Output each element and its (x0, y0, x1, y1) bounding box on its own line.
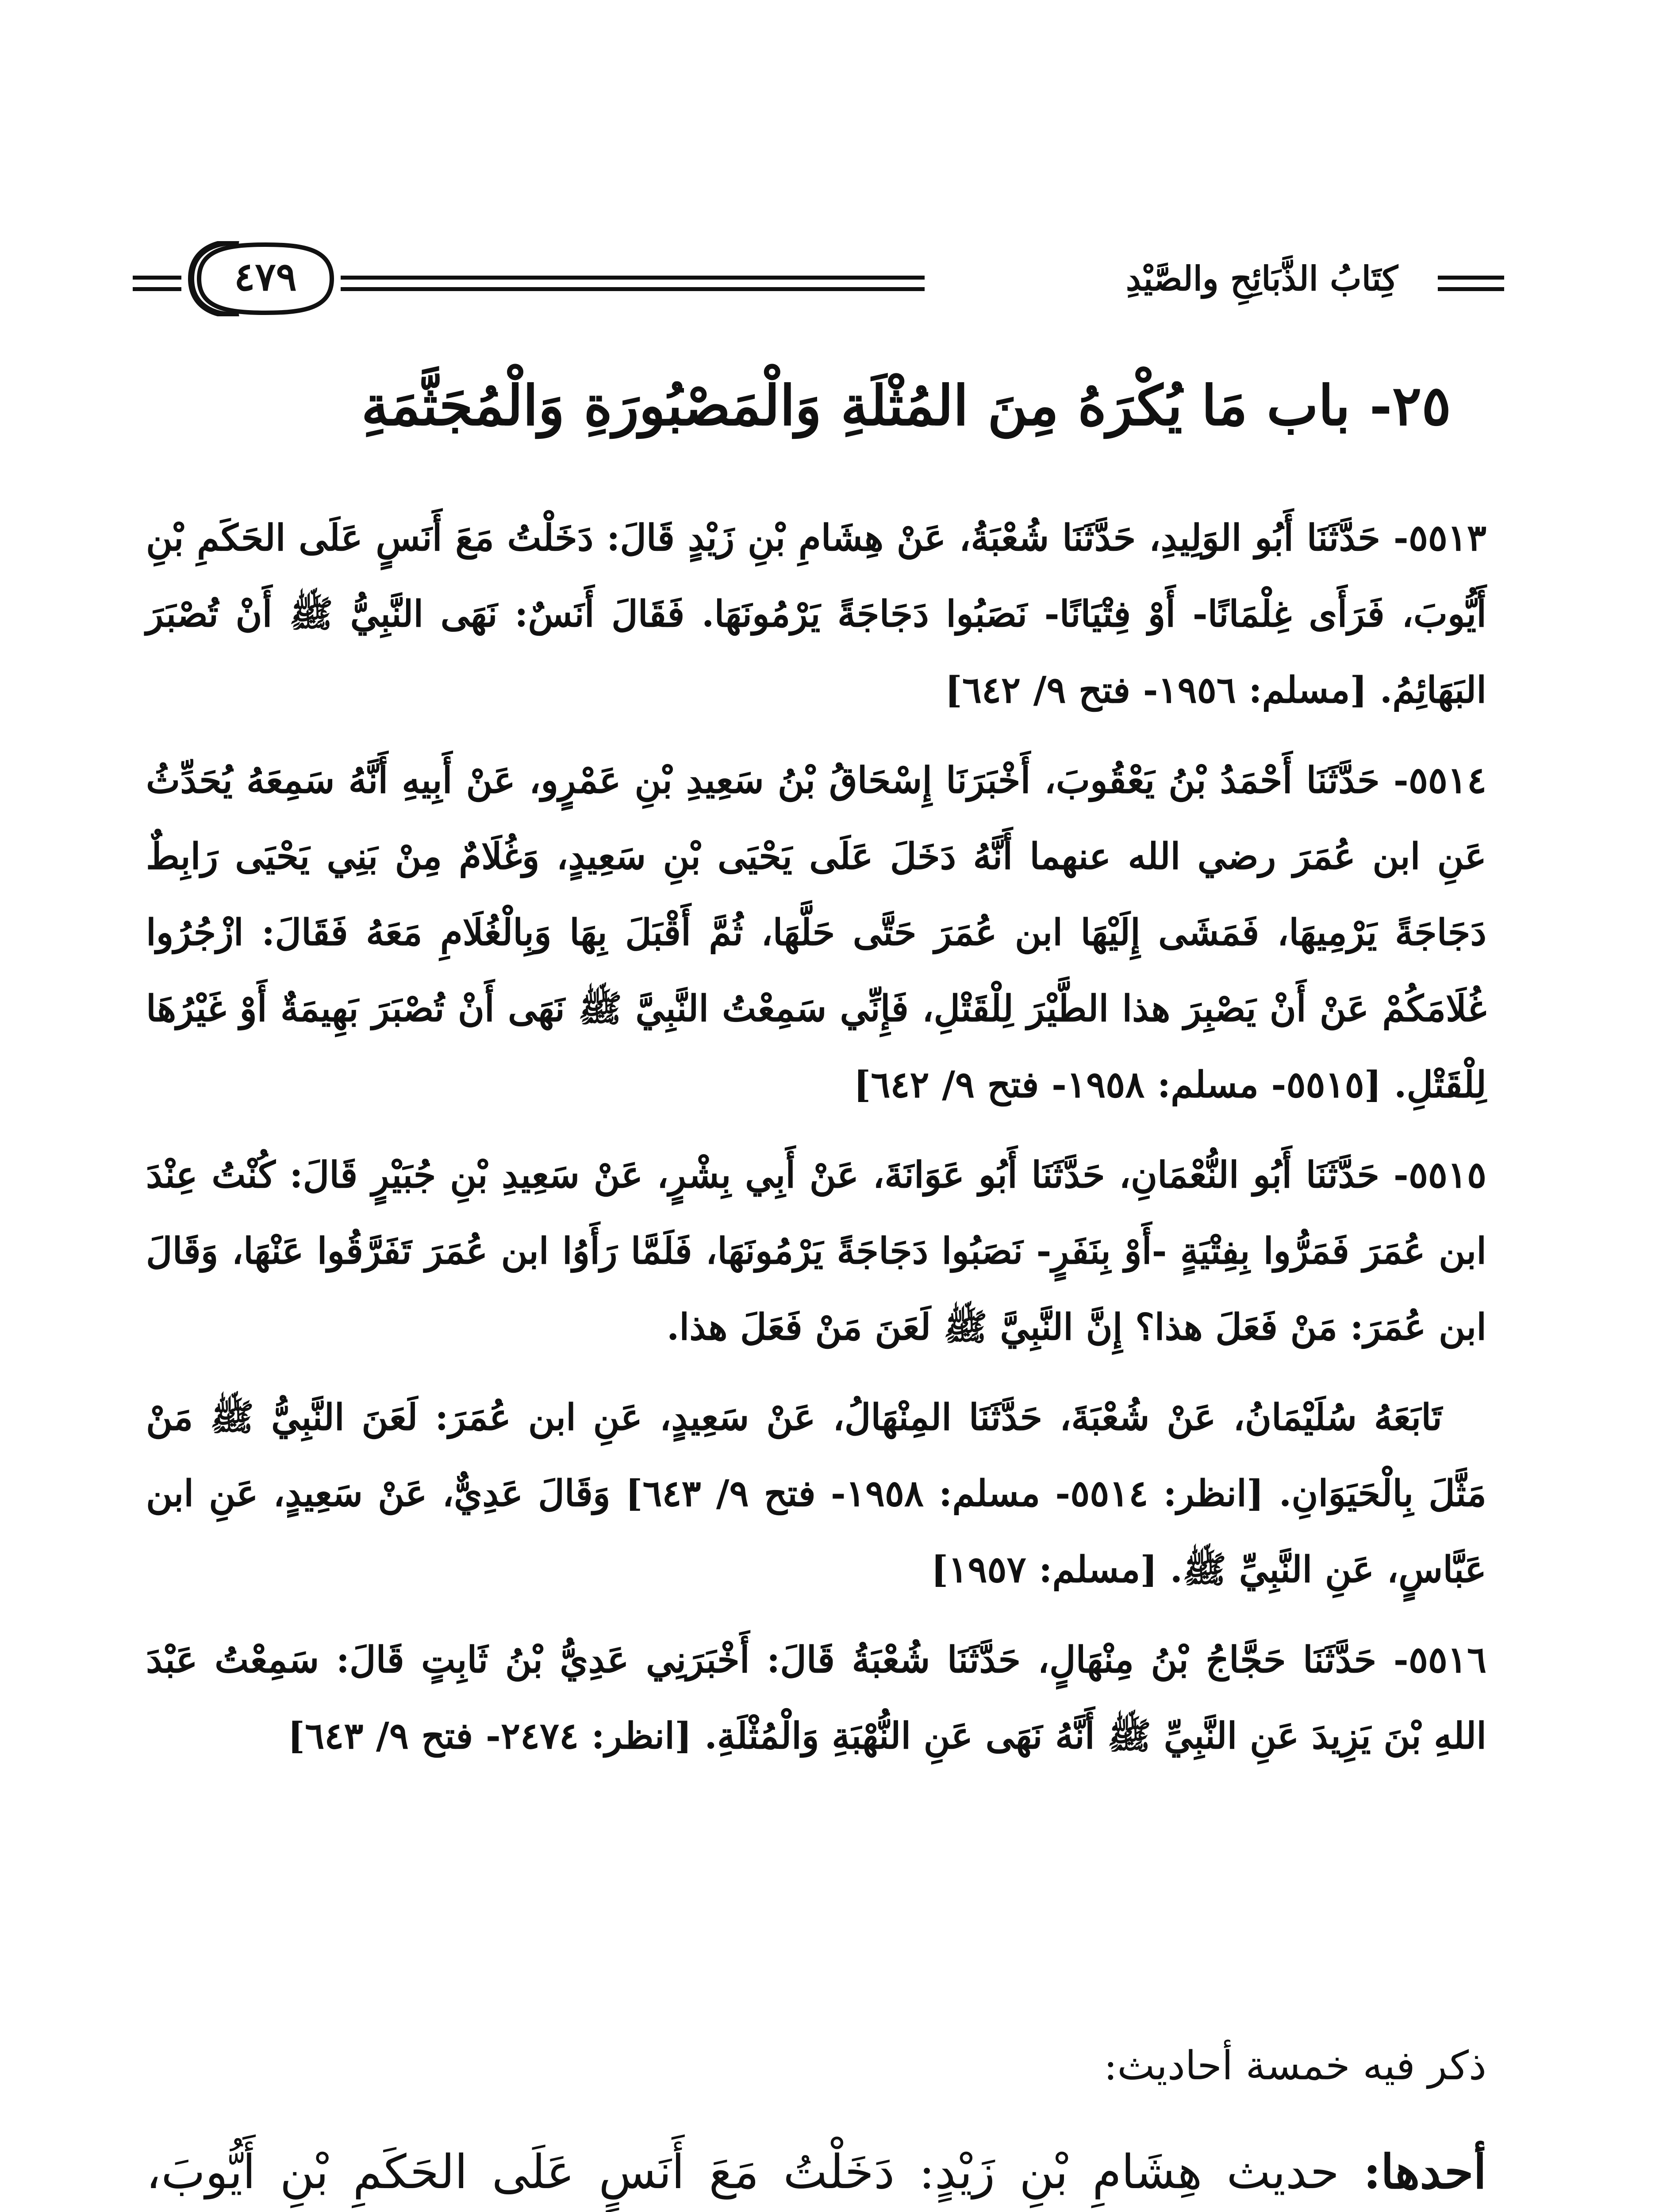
page-number: ٤٧٩ (234, 253, 297, 300)
hadith-5516 (146, 1622, 1486, 1774)
commentary-lead: أحدها: (1363, 2144, 1486, 2199)
header-rule-right-top (1438, 276, 1504, 280)
hadith-text: حَدَّثَنَا أَبُو الوَلِيدِ، حَدَّثَنَا شُعْبَةُ، عَنْ هِشَامِ بْنِ زَيْدٍ قَالَ: دَخَلْتُ مَعَ أَنَسٍ عَلَى الحَكَمِ بْنِ أَيُّوبَ، فَرَأَى غِلْمَانًا- أَوْ فِتْيَانًا- نَصَبُوا دَجَاجَةً يَرْمُونَهَا. فَقَالَ أَنَسٌ: نَهَى النَّبِيُّ ﷺ أَنْ تُصْبَرَ البَهَائِمُ. [مسلم: ١٩٥٦- فتح ٩/ ٦٤٢] (146, 517, 1486, 711)
hadith-5514 (146, 742, 1486, 1123)
hadith-number: ٥٥١٦- (1393, 1639, 1486, 1681)
commentary-section (146, 2031, 1486, 2212)
commentary-paragraph (146, 2128, 1486, 2212)
hadith-number: ٥٥١٤- (1393, 759, 1486, 802)
book-title: كِتَابُ الذَّبَائِحِ والصَّيْدِ (1125, 259, 1398, 298)
hadith-section (146, 500, 1486, 1788)
running-header (133, 241, 1504, 321)
hadith-number: ٥٥١٣- (1393, 517, 1486, 559)
page-number-badge (173, 241, 358, 316)
hadith-text: حَدَّثَنَا أَحْمَدُ بْنُ يَعْقُوبَ، أَخْبَرَنَا إِسْحَاقُ بْنُ سَعِيدِ بْنِ عَمْرٍو، عَنْ أَبِيهِ أَنَّهُ سَمِعَهُ يُحَدِّثُ عَنِ ابن عُمَرَ رضي الله عنهما أَنَّهُ دَخَلَ عَلَى يَحْيَى بْنِ سَعِيدٍ، وَغُلَامٌ مِنْ بَنِي يَحْيَى رَابِطٌ دَجَاجَةً يَرْمِيهَا، فَمَشَى إِلَيْهَا ابن عُمَرَ حَتَّى حَلَّهَا، ثُمَّ أَقْبَلَ بِهَا وَبِالْغُلَامِ مَعَهُ فَقَالَ: ازْجُرُوا غُلَامَكُمْ عَنْ أَنْ يَصْبِرَ هذا الطَّيْرَ لِلْقَتْلِ، فَإِنِّي سَمِعْتُ النَّبِيَّ ﷺ نَهَى أَنْ تُصْبَرَ بَهِيمَةٌ أَوْ غَيْرُهَا لِلْقَتْلِ. [٥٥١٥- مسلم: ١٩٥٨- فتح ٩/ ٦٤٢] (146, 759, 1486, 1106)
header-rule-middle-top (341, 276, 925, 280)
hadith-number: ٥٥١٥- (1393, 1154, 1486, 1196)
header-rule-middle-bottom (341, 287, 925, 291)
hadith-5513 (146, 500, 1486, 728)
commentary-text: حديث هِشَامِ بْنِ زَيْدٍ: دَخَلْتُ مَعَ أَنَسٍ عَلَى الحَكَمِ بْنِ أَيُّوبَ، (146, 2145, 1340, 2199)
hadith-text: تَابَعَهُ سُلَيْمَانُ، عَنْ شُعْبَةَ، حَدَّثَنَا المِنْهَالُ، عَنْ سَعِيدٍ، عَنِ ابن عُمَرَ: لَعَنَ النَّبِيُّ ﷺ مَنْ مَثَّلَ بِالْحَيَوَانِ. [انظر: ٥٥١٤- مسلم: ١٩٥٨- فتح ٩/ ٦٤٣] وَقَالَ عَدِيٌّ، عَنْ سَعِيدٍ، عَنِ ابن عَبَّاسٍ، عَنِ النَّبِيِّ ﷺ. [مسلم: ١٩٥٧] (146, 1396, 1486, 1591)
commentary-intro: ذكر فيه خمسة أحاديث: (1104, 2043, 1486, 2089)
hadith-5515-follow-up (146, 1379, 1486, 1608)
hadith-text: حَدَّثَنَا أَبُو النُّعْمَانِ، حَدَّثَنَا أَبُو عَوَانَةَ، عَنْ أَبِي بِشْرٍ، عَنْ سَعِيدِ بْنِ جُبَيْرٍ قَالَ: كُنْتُ عِنْدَ ابن عُمَرَ فَمَرُّوا بِفِتْيَةٍ -أَوْ بِنَفَرٍ- نَصَبُوا دَجَاجَةً يَرْمُونَهَا، فَلَمَّا رَأَوُا ابن عُمَرَ تَفَرَّقُوا عَنْهَا، وَقَالَ ابن عُمَرَ: مَنْ فَعَلَ هذا؟ إِنَّ النَّبِيَّ ﷺ لَعَنَ مَنْ فَعَلَ هذا. (146, 1154, 1486, 1348)
hadith-text: حَدَّثَنَا حَجَّاجُ بْنُ مِنْهَالٍ، حَدَّثَنَا شُعْبَةُ قَالَ: أَخْبَرَنِي عَدِيُّ بْنُ ثَابِتٍ قَالَ: سَمِعْتُ عَبْدَ اللهِ بْنَ يَزِيدَ عَنِ النَّبِيِّ ﷺ أَنَّهُ نَهَى عَنِ النُّهْبَةِ وَالْمُثْلَةِ. [انظر: ٢٤٧٤- فتح ٩/ ٦٤٣] (146, 1639, 1486, 1757)
hadith-5515 (146, 1137, 1486, 1365)
chapter-title: ٢٥- باب مَا يُكْرَهُ مِنَ المُثْلَةِ وَالْمَصْبُورَةِ وَالْمُجَثَّمَةِ (361, 374, 1451, 438)
header-rule-right-bottom (1438, 287, 1504, 291)
